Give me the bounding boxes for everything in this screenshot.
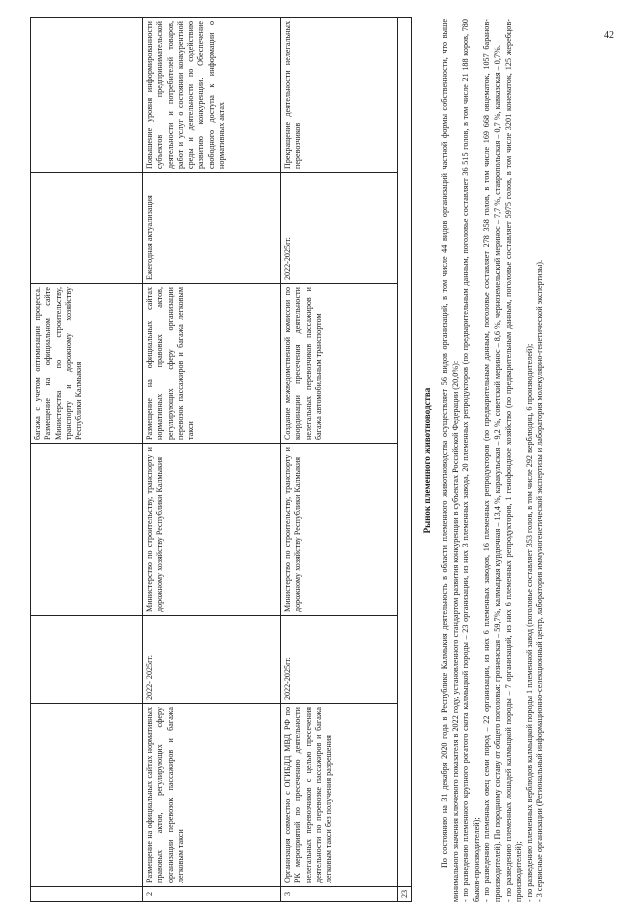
cell-num: 23	[398, 886, 412, 901]
cell-result-continued: багажа с учетом оптимизации процесса. Размещение на официальном сайте Министерства по строительству, транспорту и дорожному хозяйству Республики Калмыкия	[31, 283, 143, 443]
cell-num: 2	[143, 886, 281, 901]
paragraph: По состоянию на 31 декабря 2020 года в Республике Калмыкия деятельность в области племенного животноводства осуществляет 56 видов организаций, в том числе 44 видов организаций частной формы собственности, что выше минимального значения ключевого показателя в 2022 году, установленного стандартом развития конкуренции в субъектах Российской Федерации (20,0%):	[440, 19, 460, 902]
paragraph: - по разведению племенных лошадей калмыцкой породы – 7 организаций, из них 6 племенных репродукторов, 1 генофондное хозяйство (по предварительным данным, поголовье составляет 5975 голов, в том числе 3201 конематок, 125 жеребцов-производителей);	[503, 19, 524, 902]
cell-result: Размещение на официальных сайтах нормативных правовых актов, регулирующих сферу организации перевозок пассажиров и багажа легковым такси	[143, 283, 281, 443]
cell-effect: Повышение уровня информированности субъектов предпринимательской деятельности и потребителей товаров, работ и услуг о состоянии конкурентной среды и деятельности по содействию развитию конкуренции. Обеспечение свободного доступа к информации о нормативных актах	[145, 21, 227, 169]
measures-table	[30, 17, 412, 902]
section-body	[440, 19, 546, 902]
table-row-section	[397, 18, 412, 901]
cell-period: 2022- 2025гг.	[143, 615, 281, 703]
cell-result: Создание межведомственной комиссии по координации пресечения деятельности нелегальных перевозчиков пассажиров и багажа автомобильным транспортом	[281, 283, 398, 443]
cell-frequency: 2022-2025гг.	[281, 172, 398, 283]
paragraph: - 3 сервисные организации (Региональный информационно-селекционный центр, лаборатория иммуногенетической экспертизы и лаборатория молекулярно-генетической экспертизы).	[535, 259, 545, 902]
table-row-continued	[30, 18, 143, 901]
cell-measure: Организация совместно с ОГИБДД МВД РФ по РК мероприятий по пресечению деятельности нелегальных перевозчиков с целью пресечения деятельности по перевозке пассажиров и багажа легковым такси без получения разрешения	[281, 703, 398, 886]
cell-period: 2022-2025гг.	[281, 615, 398, 703]
cell-num: 3	[281, 886, 398, 901]
table-row	[280, 18, 398, 901]
cell-frequency: Ежегодная актуализация	[143, 172, 281, 283]
cell-effect: Прекращение деятельности нелегальных перевозчиков	[283, 21, 303, 169]
cell-executor: Министерство по строительству, транспорту и дорожному хозяйству Республики Калмыкия	[281, 443, 398, 615]
page-number: 42	[604, 30, 614, 41]
paragraph: - по разведению племенного крупного рогатого скота калмыцкой породы – 23 организации, из них 3 племенных завода, 20 племенных репродукторов (по предварительным данным, поголовье составляет 36 515 голов, в том числе 21 188 коров, 780 быков-производителей);	[461, 19, 481, 902]
paragraph: - по разведению племенных овец семи пород – 22 организации, из них 6 племенных заводов, 16 племенных репродукторов (по предварительным данным, поголовье составляет 278 358 голов, в том числе 169 668 овцематок, 1057 баранов-производителей). По породному составу от общего поголовья: грозненская – 59,7%, калмыцкая курдючная – 13,4 %, каракульская – 9,2 %, советский меринос – 8,6 %, черноземельский меринос – 7,7 %, ставропольская – 0,7 %, кавказская – 0,7%.	[482, 19, 502, 902]
cell-measure: Размещение на официальных сайтах нормативных правовых актов, регулирующих сферу организации перевозок пассажиров и багажа легковым такси	[143, 703, 281, 886]
rotated-content	[30, 19, 610, 902]
section-title: Рынок племенного животноводства	[422, 387, 432, 534]
table-row	[142, 18, 281, 901]
cell-executor: Министерство по строительству, транспорту и дорожному хозяйству Республики Калмыкия	[143, 443, 281, 615]
paragraph: - по разведению племенных верблюдов калмыцкой породы 1 племенной завод (поголовье составляет 353 голов, в том числе 292 верблюдиц, 6 производителей);	[524, 343, 534, 902]
